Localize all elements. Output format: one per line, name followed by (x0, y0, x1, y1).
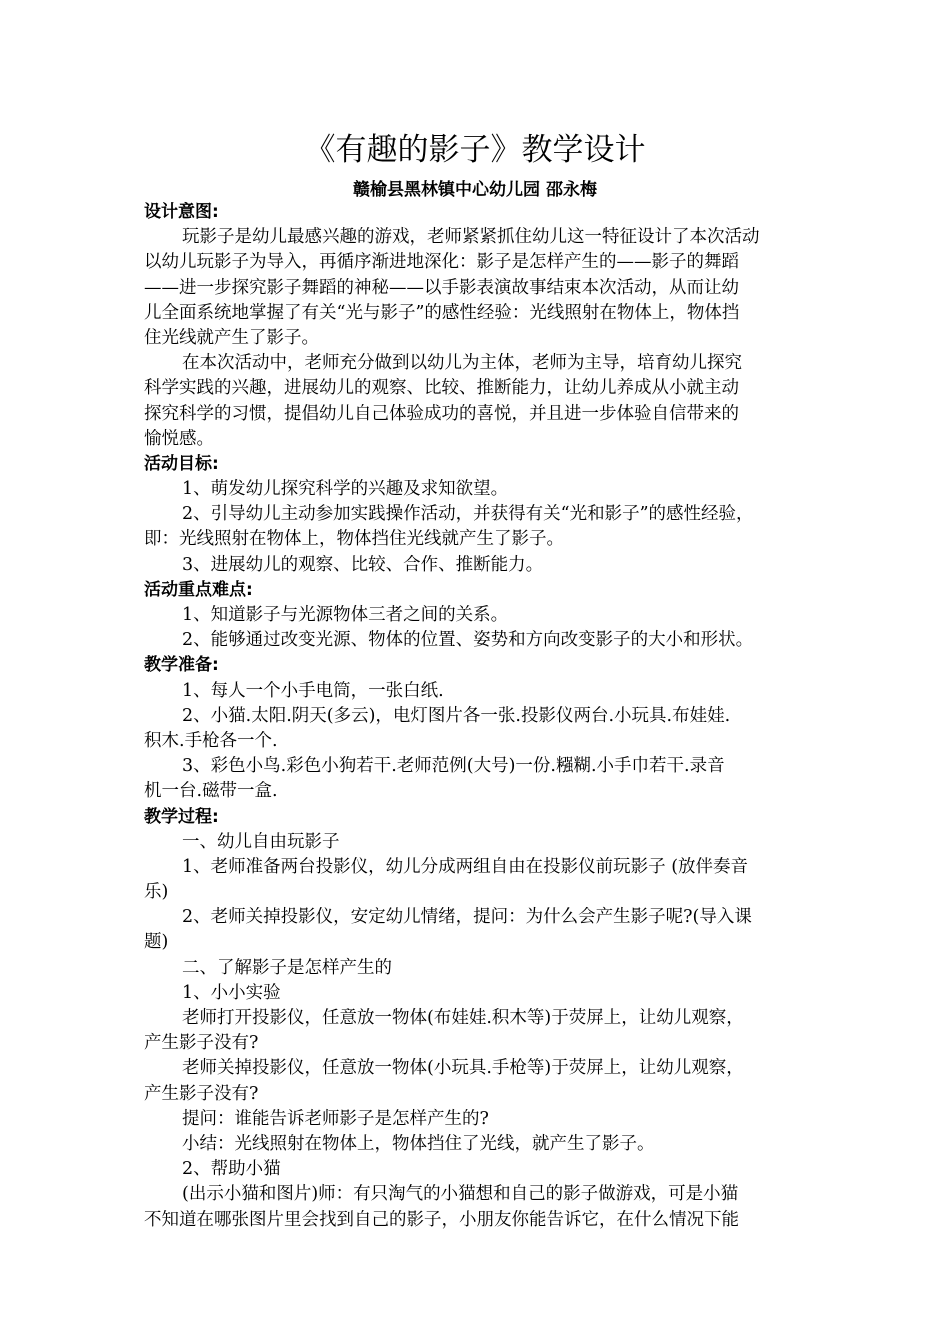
paragraph-line: 提问：谁能告诉老师影子是怎样产生的? (182, 1108, 489, 1129)
paragraph-line: 1、萌发幼儿探究科学的兴趣及求知欲望。 (182, 479, 509, 500)
paragraph-line: 在本次活动中，老师充分做到以幼儿为主体，老师为主导，培育幼儿探究 (182, 353, 742, 374)
document-author: 赣榆县黑林镇中心幼儿园 邵永梅 (353, 180, 597, 200)
paragraph-line: 产生影子没有? (144, 1033, 259, 1054)
paragraph-line: 即：光线照射在物体上，物体挡住光线就产生了影子。 (144, 529, 564, 550)
section-heading: 活动重点难点: (144, 579, 253, 600)
document-title: 《有趣的影子》教学设计 (304, 132, 646, 168)
paragraph-line: 小结：光线照射在物体上，物体挡住了光线，就产生了影子。 (182, 1133, 655, 1154)
paragraph-line: 玩影子是幼儿最感兴趣的游戏，老师紧紧抓住幼儿这一特征设计了本次活动 (182, 227, 760, 248)
paragraph-line: 1、小小实验 (182, 982, 281, 1003)
paragraph-line: 科学实践的兴趣，进展幼儿的观察、比较、推断能力，让幼儿养成从小就主动 (144, 378, 739, 399)
paragraph-line: 3、彩色小鸟.彩色小狗若干.老师范例(大号)一份.糨糊.小手巾若干.录音 (182, 756, 725, 777)
paragraph-line: 不知道在哪张图片里会找到自己的影子，小朋友你能告诉它，在什么情况下能 (144, 1209, 739, 1230)
paragraph-line: 3、进展幼儿的观察、比较、合作、推断能力。 (182, 554, 544, 575)
paragraph-line: 住光线就产生了影子。 (144, 327, 319, 348)
paragraph-line: 乐) (144, 882, 169, 903)
paragraph-line: 2、小猫.太阳.阴天(多云)，电灯图片各一张.投影仪两台.小玩具.布娃娃. (182, 705, 731, 726)
paragraph-line: 二、了解影子是怎样产生的 (182, 957, 392, 978)
paragraph-line: 一、幼儿自由玩影子 (182, 831, 340, 852)
paragraph-line: 1、老师准备两台投影仪，幼儿分成两组自由在投影仪前玩影子 (放伴奏音 (182, 856, 749, 877)
paragraph-line: ——进一步探究影子舞蹈的神秘——以手影表演故事结束本次活动，从而让幼 (144, 277, 739, 298)
paragraph-line: 1、知道影子与光源物体三者之间的关系。 (182, 605, 509, 625)
section-heading: 活动目标: (144, 453, 219, 474)
paragraph-line: 1、每人一个小手电筒，一张白纸. (182, 680, 444, 701)
paragraph-line: 机一台.磁带一盒. (144, 781, 278, 802)
paragraph-line: 老师打开投影仪，任意放一物体(布娃娃.积木等)于荧屏上，让幼儿观察， (182, 1008, 744, 1028)
section-heading: 教学过程: (144, 806, 219, 827)
paragraph-line: (出示小猫和图片)师：有只淘气的小猫想和自己的影子做游戏，可是小猫 (182, 1184, 739, 1205)
paragraph-line: 愉悦感。 (144, 428, 214, 449)
paragraph-line: 2、帮助小猫 (182, 1159, 281, 1180)
section-heading: 设计意图: (144, 202, 219, 222)
paragraph-line: 2、老师关掉投影仪，安定幼儿情绪，提问：为什么会产生影子呢?(导入课 (182, 907, 752, 928)
paragraph-line: 题) (144, 932, 169, 953)
paragraph-line: 以幼儿玩影子为导入，再循序渐进地深化：影子是怎样产生的——影子的舞蹈 (144, 252, 739, 273)
paragraph-line: 2、能够通过改变光源、物体的位置、姿势和方向改变影子的大小和形状。 (182, 630, 754, 651)
document-body (144, 200, 824, 1233)
paragraph-line: 产生影子没有? (144, 1083, 259, 1104)
paragraph-line: 儿全面系统地掌握了有关“光与影子”的感性经验：光线照射在物体上，物体挡 (144, 302, 740, 323)
paragraph-line: 老师关掉投影仪，任意放一物体(小玩具.手枪等)于荧屏上，让幼儿观察， (182, 1058, 744, 1079)
section-heading: 教学准备: (144, 655, 219, 676)
paragraph-line: 2、引导幼儿主动参加实践操作活动，并获得有关“光和影子”的感性经验， (182, 504, 754, 525)
paragraph-line: 探究科学的习惯，提倡幼儿自己体验成功的喜悦，并且进一步体验自信带来的 (144, 403, 739, 424)
paragraph-line: 积木.手枪各一个. (144, 730, 278, 751)
